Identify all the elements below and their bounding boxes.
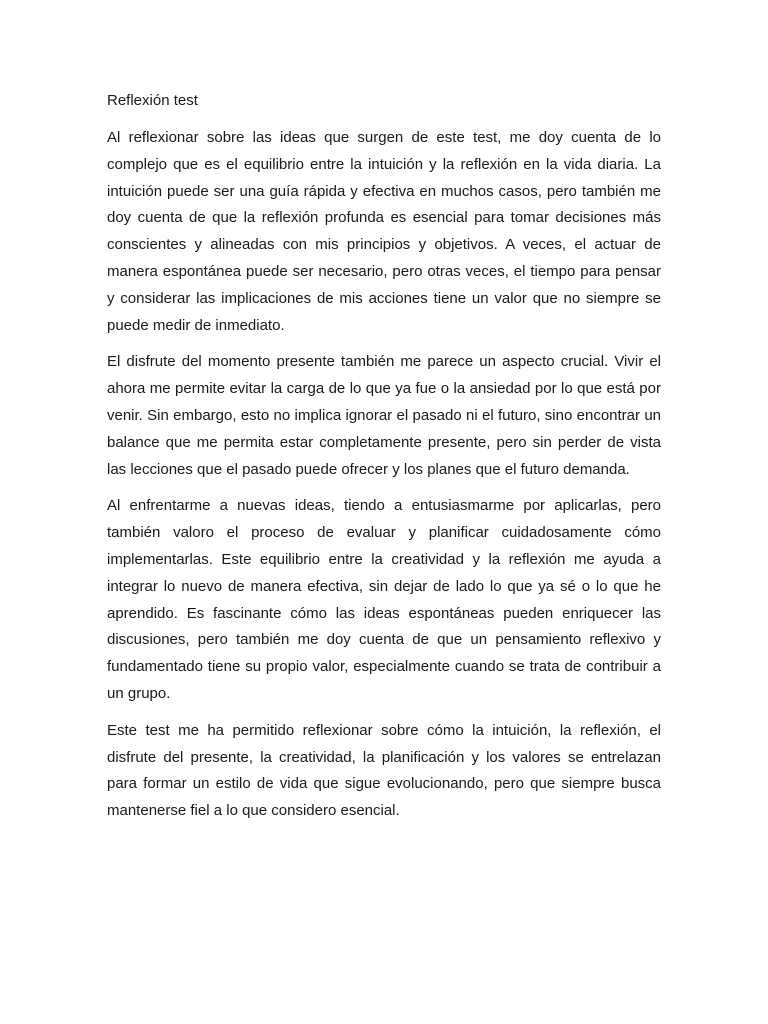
paragraph-1: Al reflexionar sobre las ideas que surgen de este test, me doy cuenta de lo complejo que es el equilibrio entre la intuición y la reflexión en la vida diaria. La intuición puede ser una guía rápida y efectiva en muchos casos, pero también me doy cuenta de que la reflexión profunda es esencial para tomar decisiones más conscientes y alineadas con mis principios y objetivos. A veces, el actuar de manera espontánea puede ser necesario, pero otras veces, el tiempo para pensar y considerar las implicaciones de mis acciones tiene un valor que no siempre se puede medir de inmediato. — [107, 129, 661, 334]
paragraph-2: El disfrute del momento presente también me parece un aspecto crucial. Vivir el ahora me permite evitar la carga de lo que ya fue o la ansiedad por lo que está por venir. Sin embargo, esto no implica ignorar el pasado ni el futuro, sino encontrar un balance que me permita estar completamente presente, pero sin perder de vista las lecciones que el pasado puede ofrecer y los planes que el futuro demanda. — [107, 353, 661, 478]
paragraph-3: Al enfrentarme a nuevas ideas, tiendo a entusiasmarme por aplicarlas, pero también valoro el proceso de evaluar y planificar cuidadosamente cómo implementarlas. Este equilibrio entre la creatividad y la reflexión me ayuda a integrar lo nuevo de manera efectiva, sin dejar de lado lo que ya sé o lo que he aprendido. Es fascinante cómo las ideas espontáneas pueden enriquecer las discusiones, pero también me doy cuenta de que un pensamiento reflexivo y fundamentado tiene su propio valor, especialmente cuando se trata de contribuir a un grupo. — [107, 497, 661, 702]
paragraph-4: Este test me ha permitido reflexionar sobre cómo la intuición, la reflexión, el disfrute del presente, la creatividad, la planificación y los valores se entrelazan para formar un estilo de vida que sigue evolucionando, pero que siempre busca mantenerse fiel a lo que considero esencial. — [107, 721, 661, 820]
document-title: Reflexión test — [107, 92, 198, 109]
document-body — [107, 88, 661, 835]
